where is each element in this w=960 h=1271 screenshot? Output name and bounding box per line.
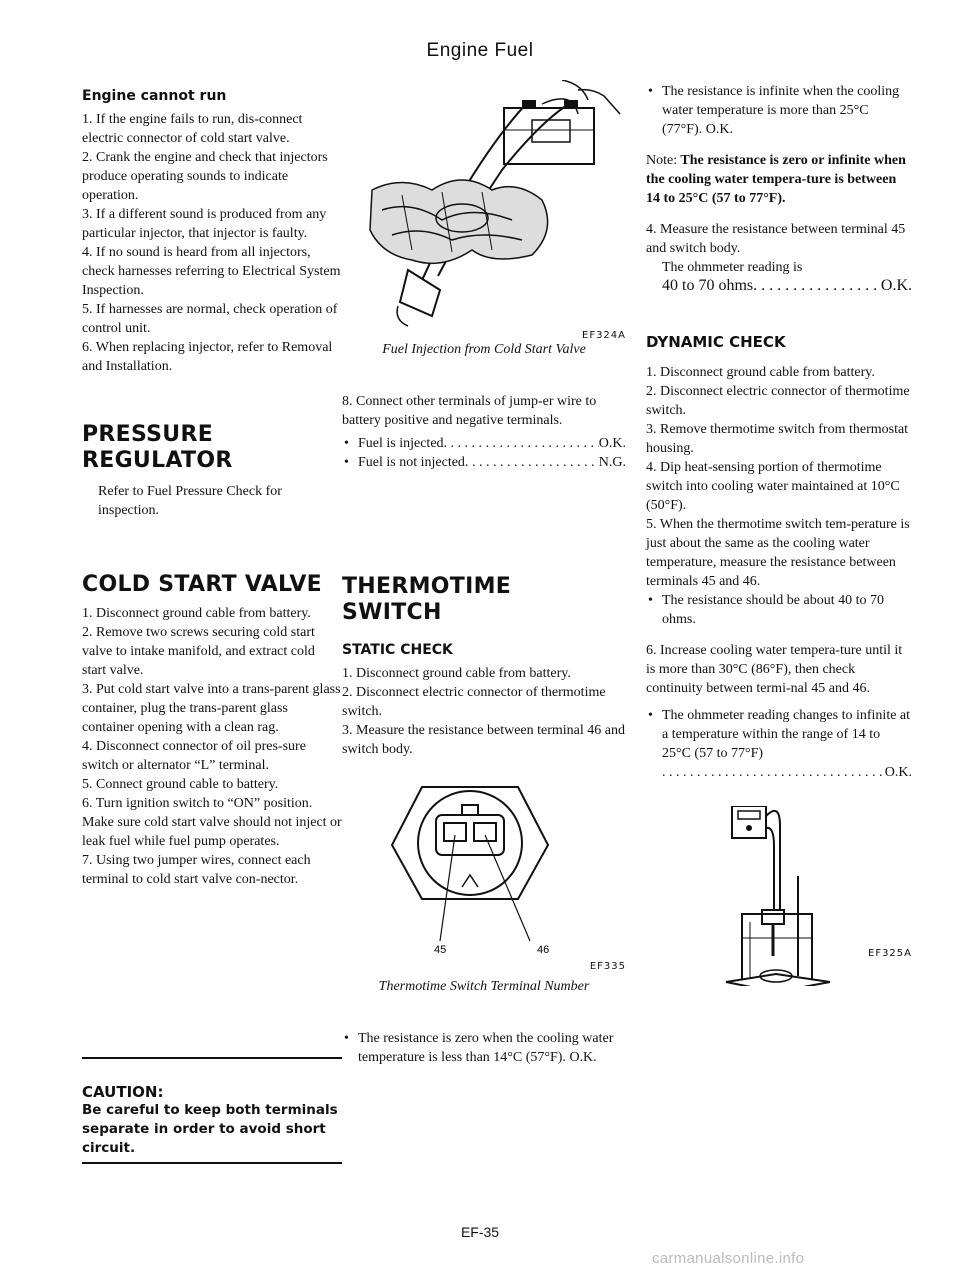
cold-start-step-2: 2. Remove two screws securing cold start valve to intake manifold, and extract cold start valve. xyxy=(82,625,315,678)
engine-step-3: 3. If a different sound is produced from any particular injector, that injector is faulty. xyxy=(82,207,327,241)
engine-cannot-run-heading: Engine cannot run xyxy=(82,88,227,104)
dynamic-step-4: 4. Dip heat-sensing portion of thermotime switch into cooling water maintained at 10°C (50°F). xyxy=(646,460,900,513)
note-label: Note: xyxy=(646,153,678,168)
pressure-regulator-heading-1: PRESSURE xyxy=(82,422,214,447)
dynamic-step-5: 5. When the thermotime switch tem-perature is just about the same as the cooling water temperature, measure the resistance between terminals 45 and 46. xyxy=(646,517,910,589)
caution-box xyxy=(82,1057,342,1164)
caution-text: Be careful to keep both terminals separate in order to avoid short circuit. xyxy=(82,1102,338,1156)
note-paragraph xyxy=(646,151,912,208)
dynamic-step-6: 6. Increase cooling water tempera-ture until it is more than 30°C (86°F), then check continuity between termi-nal 45 and 46. xyxy=(646,643,903,696)
note-text: The resistance is zero or infinite when the cooling water tempera-ture is between 14 to 25°C (57 to 77°F). xyxy=(646,153,906,206)
thermotime-heading-1: THERMOTIME xyxy=(342,574,512,599)
column-right xyxy=(646,82,912,986)
thermotime-switch-diagram xyxy=(342,779,626,955)
bullet-resistance-zero xyxy=(342,1029,626,1067)
figure-code-ef325a: EF325A xyxy=(868,948,912,959)
terminal-46-label: 46 xyxy=(537,944,550,955)
result-not-injected: • Fuel is not injected . . . N.G. xyxy=(342,453,626,472)
step-8-text: 8. Connect other terminals of jump-er wire to battery positive and negative terminals. xyxy=(342,394,597,428)
pressure-regulator-heading-2: REGULATOR xyxy=(82,448,233,473)
static-step-3: 3. Measure the resistance between terminal 46 and switch body. xyxy=(342,723,626,757)
caution-label: CAUTION: xyxy=(82,1083,164,1101)
dynamic-step-3: 3. Remove thermotime switch from thermostat housing. xyxy=(646,422,909,456)
bullet-reading-changes: • The ohmmeter reading changes to infinite at a temperature within the range of 14 to 25°C (57 to 77°F) . . . O.K. xyxy=(646,706,912,782)
cold-start-valve-illustration xyxy=(342,80,626,330)
static-step-1: 1. Disconnect ground cable from battery. xyxy=(342,666,571,681)
figure-code-ef335: EF335 xyxy=(589,961,626,972)
column-middle xyxy=(342,80,626,1067)
engine-step-4: 4. If no sound is heard from all injectors, check harnesses referring to Electrical System Inspection. xyxy=(82,245,341,298)
step-4-sub2: 40 to 70 ohms . . . O.K. xyxy=(646,277,912,295)
bullet-resistance-infinite xyxy=(646,82,912,139)
cold-start-valve-heading: COLD START VALVE xyxy=(82,572,322,597)
cold-start-step-6: 6. Turn ignition switch to “ON” position. Make sure cold start valve should not inject or leak fuel while fuel pump operates. xyxy=(82,796,342,849)
bullet-infinite-text: The resistance is infinite when the cooling water temperature is more than 25°C (77°F). xyxy=(662,84,900,137)
injection-results xyxy=(342,434,626,472)
figure-dynamic-check xyxy=(646,806,912,986)
pressure-regulator-text: Refer to Fuel Pressure Check for inspection. xyxy=(98,484,282,518)
cold-start-step-5: 5. Connect ground cable to battery. xyxy=(82,777,279,792)
engine-step-5: 5. If harnesses are normal, check operation of control unit. xyxy=(82,302,338,336)
engine-step-1: 1. If the engine fails to run, dis-connect electric connector of cold start valve. xyxy=(82,112,303,146)
cold-start-step-3: 3. Put cold start valve into a trans-parent glass container, plug the trans-parent glass container opening with a clean rag. xyxy=(82,682,341,735)
watermark: carmanualsonline.info xyxy=(652,1250,805,1267)
ohmmeter-beaker-illustration xyxy=(646,806,912,986)
cold-start-step-1: 1. Disconnect ground cable from battery. xyxy=(82,606,311,621)
engine-step-2: 2. Crank the engine and check that injectors produce operating sounds to indicate operation. xyxy=(82,150,328,203)
dynamic-check-heading: DYNAMIC CHECK xyxy=(646,333,786,351)
figure-caption-thermotime: Thermotime Switch Terminal Number xyxy=(378,979,590,994)
step-4-text: 4. Measure the resistance between terminal 45 and switch body. xyxy=(646,222,906,256)
cold-start-step-4: 4. Disconnect connector of oil pres-sure switch or alternator “L” terminal. xyxy=(82,739,306,773)
static-step-2: 2. Disconnect electric connector of thermotime switch. xyxy=(342,685,606,719)
caution-bottom-rule xyxy=(82,1162,342,1164)
dynamic-step-1: 1. Disconnect ground cable from battery. xyxy=(646,365,875,380)
figure-cold-start-valve xyxy=(342,80,626,350)
bullet-zero-value: O.K. xyxy=(569,1050,597,1065)
static-check-heading: STATIC CHECK xyxy=(342,642,453,658)
page-header-title: Engine Fuel xyxy=(426,40,534,61)
bullet-40-70: • The resistance should be about 40 to 70 ohms. xyxy=(646,591,912,629)
result-injected: • Fuel is injected . . . O.K. xyxy=(342,434,626,453)
dynamic-step-2: 2. Disconnect electric connector of thermotime switch. xyxy=(646,384,910,418)
engine-step-6: 6. When replacing injector, refer to Removal and Installation. xyxy=(82,340,333,374)
step-4-sub1: The ohmmeter reading is xyxy=(662,260,803,275)
figure-thermotime-terminals xyxy=(342,779,626,972)
column-left xyxy=(82,88,342,889)
terminal-45-label: 45 xyxy=(434,944,447,955)
page-number: EF-35 xyxy=(460,1224,500,1240)
thermotime-heading-2: SWITCH xyxy=(342,600,442,625)
figure-caption-cold-start: Fuel Injection from Cold Start Valve xyxy=(382,342,586,357)
cold-start-step-7: 7. Using two jumper wires, connect each terminal to cold start valve con-nector. xyxy=(82,853,311,887)
figure-code-ef324a: EF324A xyxy=(582,330,626,341)
bullet-zero-text: The resistance is zero when the cooling water temperature is less than 14°C (57°F). xyxy=(358,1031,614,1065)
bullet-infinite-value: O.K. xyxy=(705,122,733,137)
